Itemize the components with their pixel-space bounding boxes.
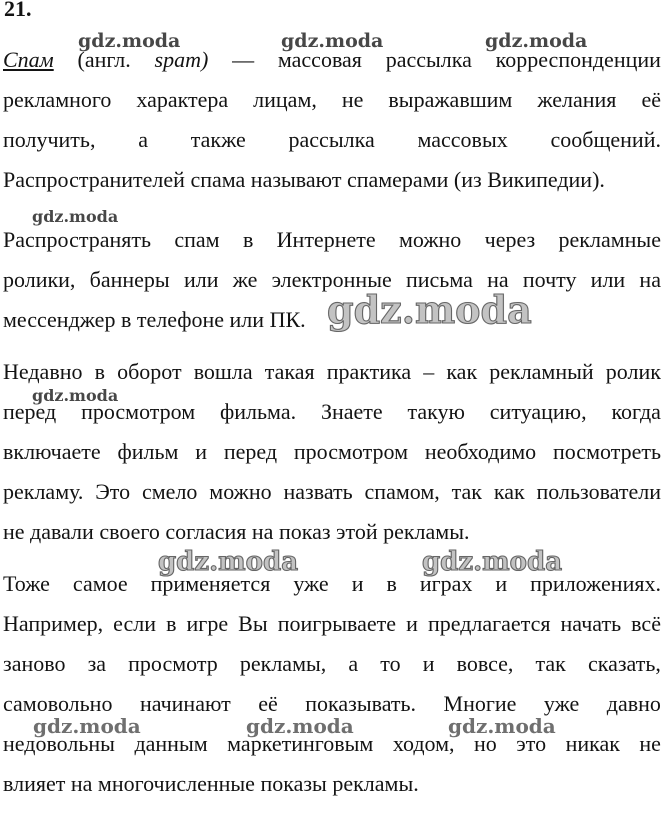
word: получить, — [3, 127, 96, 152]
word: ходом, — [392, 731, 455, 756]
word: так — [451, 479, 482, 504]
word: Википедии). — [487, 167, 605, 192]
word: её — [258, 691, 278, 716]
word: Спам — [3, 47, 54, 72]
word: Вы — [238, 611, 268, 636]
word: рекламный — [489, 359, 594, 384]
word: рекламы, — [239, 651, 327, 676]
word: в — [242, 227, 254, 252]
text-line — [3, 472, 661, 512]
watermark: gdz.moda — [32, 207, 119, 226]
word: этой — [336, 519, 378, 544]
word: самое — [72, 571, 128, 596]
watermark: gdz.moda — [448, 714, 556, 738]
watermark: gdz.moda — [327, 287, 532, 332]
word: и — [422, 651, 435, 676]
word: показы — [260, 771, 327, 796]
word: в — [94, 359, 105, 384]
word: Тоже — [3, 571, 50, 596]
word: многочисленные — [97, 771, 255, 796]
text-line — [3, 80, 661, 120]
word: также — [190, 127, 246, 152]
watermark: gdz.moda — [158, 547, 299, 577]
word: показ — [278, 519, 331, 544]
word: смело — [142, 479, 198, 504]
word: можно — [398, 227, 462, 252]
word: практика — [326, 359, 412, 384]
word: когда — [611, 399, 661, 424]
word: массовых — [417, 127, 508, 152]
word: за — [87, 651, 107, 676]
word: данным — [134, 731, 208, 756]
word: Распространять — [3, 227, 152, 252]
text-line — [3, 684, 661, 724]
watermark: gdz.moda — [281, 30, 384, 52]
word: фильм — [117, 439, 179, 464]
word: такая — [264, 359, 315, 384]
word: вовсе, — [456, 651, 514, 676]
word: (из — [453, 167, 482, 192]
word: своего — [99, 519, 160, 544]
word: показывать. — [305, 691, 417, 716]
word: рассылка — [288, 127, 375, 152]
word: Например, — [3, 611, 104, 636]
word: если — [113, 611, 157, 636]
word: Недавно — [3, 359, 83, 384]
watermark: gdz.moda — [422, 547, 563, 577]
text-line — [3, 512, 661, 552]
word: лицам, — [253, 87, 317, 112]
word: рассылка — [385, 47, 472, 72]
word: Это — [95, 479, 131, 504]
text-line — [3, 564, 661, 604]
problem-number: 21. — [4, 0, 32, 21]
word: называют — [250, 167, 342, 192]
paragraph — [3, 220, 661, 340]
word: рекламы. — [332, 771, 419, 796]
text-line — [3, 644, 661, 684]
word: а — [138, 127, 148, 152]
word: пользователи — [536, 479, 661, 504]
word: или — [590, 267, 626, 292]
word: спамерами — [346, 167, 449, 192]
word: маркетинговым — [227, 731, 374, 756]
word: Распространителей — [3, 167, 185, 192]
text-line — [3, 604, 661, 644]
watermark: gdz.moda — [246, 714, 354, 738]
paragraph — [3, 564, 661, 804]
word: начинают — [139, 691, 231, 716]
word: перед — [3, 399, 57, 424]
word: – — [423, 359, 435, 384]
word: не — [341, 87, 364, 112]
word: но — [474, 731, 497, 756]
word: фильма. — [220, 399, 297, 424]
word: это — [516, 731, 547, 756]
word: же — [232, 267, 258, 292]
word: выражавшим — [388, 87, 513, 112]
word: spam) — [154, 47, 209, 72]
word: просмотром — [81, 399, 196, 424]
word: почту — [522, 267, 577, 292]
word: перед — [223, 439, 278, 464]
word: ролики, — [3, 267, 76, 292]
word: такую — [407, 399, 465, 424]
paragraph — [3, 40, 661, 200]
word: рекламного — [3, 87, 112, 112]
word: применяется — [150, 571, 271, 596]
word: а — [348, 651, 359, 676]
word: телефоне — [136, 307, 225, 332]
word: предлагается — [427, 611, 551, 636]
word: сказать, — [587, 651, 661, 676]
word: и — [406, 611, 418, 636]
word: в — [120, 307, 132, 332]
word: не — [639, 731, 661, 756]
word: заново — [3, 651, 66, 676]
word: характера — [136, 87, 229, 112]
word: согласия — [165, 519, 247, 544]
word: самовольно — [3, 691, 113, 716]
word: в — [166, 611, 177, 636]
word: через — [484, 227, 536, 252]
text-line — [3, 120, 661, 160]
word: её — [641, 87, 661, 112]
text-line — [3, 352, 661, 392]
word: рекламы. — [383, 519, 470, 544]
word: поигрываете — [277, 611, 397, 636]
word: сообщений. — [550, 127, 661, 152]
text-line — [3, 724, 661, 764]
word: игре — [186, 611, 229, 636]
word: ситуацию, — [489, 399, 587, 424]
word: Интернете — [276, 227, 376, 252]
word: так — [535, 651, 566, 676]
word: на — [639, 267, 661, 292]
text-line — [3, 300, 661, 340]
word: уже — [293, 571, 329, 596]
word: назвать — [283, 479, 353, 504]
word: никак — [565, 731, 620, 756]
word: на — [251, 519, 274, 544]
word: просмотром — [293, 439, 409, 464]
word: Многие — [443, 691, 517, 716]
word: или — [183, 267, 219, 292]
word: приложениях. — [530, 571, 661, 596]
word: можно — [209, 479, 272, 504]
word: давно — [606, 691, 661, 716]
word: давали — [30, 519, 94, 544]
word: включаете — [3, 439, 101, 464]
word: и — [495, 571, 508, 596]
word: мессенджер — [3, 307, 116, 332]
word: ПК. — [269, 307, 306, 332]
word: и — [195, 439, 208, 464]
word: оборот — [117, 359, 182, 384]
word: и — [351, 571, 364, 596]
word: на — [487, 267, 509, 292]
word: или — [229, 307, 265, 332]
word: уже — [543, 691, 580, 716]
text-line — [3, 40, 661, 80]
paragraph — [3, 352, 661, 552]
word: массовая — [277, 47, 362, 72]
word: в — [386, 571, 397, 596]
text-line — [3, 432, 661, 472]
word: как — [446, 359, 478, 384]
answer-text — [3, 40, 661, 804]
word: желания — [537, 87, 617, 112]
watermark: gdz.moda — [78, 30, 181, 52]
word: необходимо — [424, 439, 537, 464]
word: недовольны — [3, 731, 115, 756]
word: на — [70, 771, 93, 796]
word: спам — [174, 227, 220, 252]
word: электронные — [271, 267, 392, 292]
word: баннеры — [89, 267, 170, 292]
word: вошла — [193, 359, 253, 384]
word: влияет — [3, 771, 66, 796]
text-line — [3, 220, 661, 260]
word: (англ. — [77, 47, 131, 72]
text-line — [3, 260, 661, 300]
word: не — [3, 519, 25, 544]
word: — — [232, 47, 255, 72]
word: корреспонденции — [495, 47, 661, 72]
word: ролик — [605, 359, 661, 384]
word: играх — [419, 571, 473, 596]
word: начать — [560, 611, 622, 636]
word: рекламу. — [3, 479, 84, 504]
text-line — [3, 764, 661, 804]
text-line — [3, 160, 661, 200]
word: спамом, — [364, 479, 440, 504]
text-line — [3, 392, 661, 432]
watermark: gdz.moda — [33, 714, 141, 738]
word: рекламные — [558, 227, 661, 252]
word: письма — [405, 267, 473, 292]
word: спама — [190, 167, 246, 192]
word: просмотр — [128, 651, 218, 676]
word: как — [493, 479, 525, 504]
word: то — [380, 651, 401, 676]
word: Знаете — [320, 399, 383, 424]
watermark: gdz.moda — [485, 30, 588, 52]
watermark: gdz.moda — [32, 386, 119, 405]
word: всё — [631, 611, 661, 636]
word: посмотреть — [552, 439, 661, 464]
